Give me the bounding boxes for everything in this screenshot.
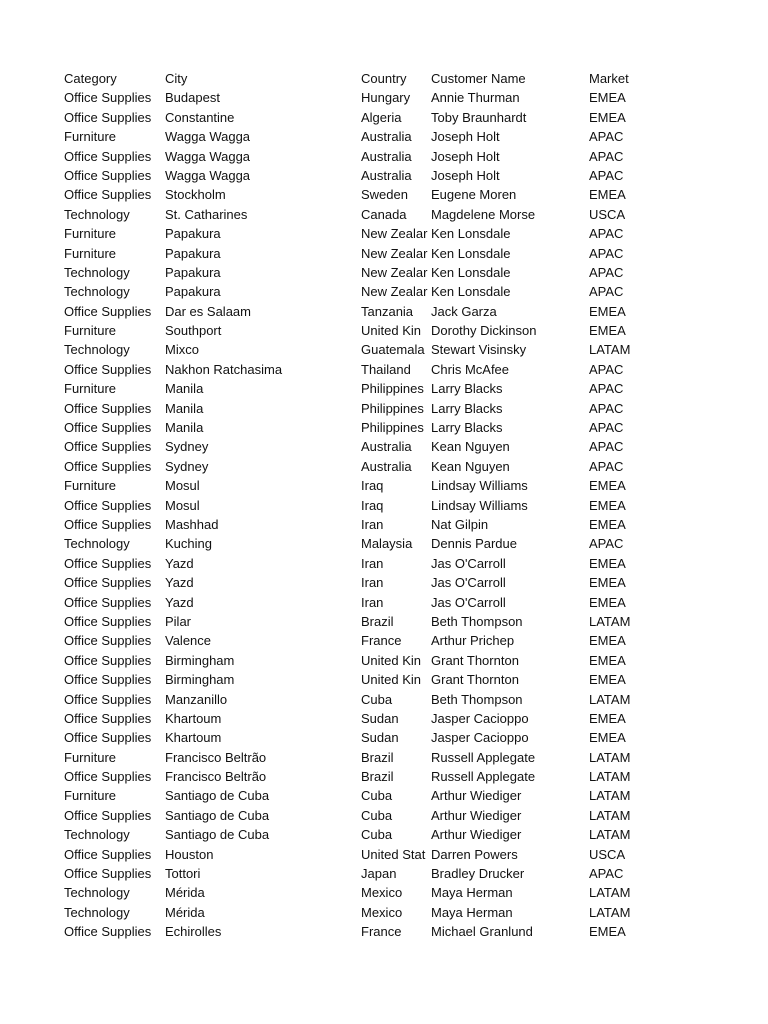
- cell-market: APAC: [589, 129, 624, 145]
- cell-country: New Zealar: [361, 226, 428, 242]
- header-country: Country: [361, 71, 407, 86]
- cell-customer-name: Jasper Cacioppo: [431, 710, 529, 726]
- cell-country: Iran: [361, 575, 384, 591]
- cell-city: Mosul: [165, 478, 200, 494]
- cell-customer-name: Larry Blacks: [431, 420, 503, 436]
- cell-country: Japan: [361, 866, 397, 882]
- cell-country: Australia: [361, 458, 412, 474]
- cell-category: Office Supplies: [64, 439, 152, 455]
- cell-category: Office Supplies: [64, 361, 152, 377]
- cell-city: Mosul: [165, 497, 200, 513]
- cell-market: EMEA: [589, 594, 626, 610]
- cell-customer-name: Grant Thornton: [431, 672, 519, 688]
- cell-category: Office Supplies: [64, 866, 152, 882]
- cell-city: Mérida: [165, 904, 205, 920]
- cell-market: LATAM: [589, 904, 631, 920]
- cell-market: EMEA: [589, 672, 626, 688]
- cell-city: Yazd: [165, 555, 194, 571]
- cell-country: Mexico: [361, 904, 403, 920]
- cell-market: EMEA: [589, 633, 626, 649]
- cell-city: Tottori: [165, 866, 201, 882]
- cell-category: Office Supplies: [64, 710, 152, 726]
- cell-market: EMEA: [589, 555, 626, 571]
- cell-category: Office Supplies: [64, 594, 152, 610]
- cell-customer-name: Jas O'Carroll: [431, 575, 506, 591]
- cell-city: Birmingham: [165, 652, 235, 668]
- cell-category: Office Supplies: [64, 846, 152, 862]
- cell-market: LATAM: [589, 827, 631, 843]
- cell-category: Office Supplies: [64, 400, 152, 416]
- header-city: City: [165, 71, 188, 86]
- cell-category: Technology: [64, 885, 130, 901]
- cell-category: Office Supplies: [64, 807, 152, 823]
- cell-city: Manila: [165, 381, 204, 397]
- cell-category: Furniture: [64, 245, 117, 261]
- cell-customer-name: Beth Thompson: [431, 691, 523, 707]
- cell-country: United Kin: [361, 672, 421, 688]
- cell-customer-name: Joseph Holt: [431, 167, 500, 183]
- cell-market: LATAM: [589, 342, 631, 358]
- cell-customer-name: Lindsay Williams: [431, 497, 528, 513]
- cell-country: Malaysia: [361, 536, 413, 552]
- cell-customer-name: Beth Thompson: [431, 613, 523, 629]
- cell-country: Cuba: [361, 788, 393, 804]
- cell-customer-name: Chris McAfee: [431, 361, 510, 377]
- cell-market: EMEA: [589, 497, 626, 513]
- cell-city: Kuching: [165, 536, 212, 552]
- cell-market: EMEA: [589, 323, 626, 339]
- cell-customer-name: Darren Powers: [431, 846, 518, 862]
- cell-category: Office Supplies: [64, 90, 152, 106]
- cell-customer-name: Jack Garza: [431, 303, 497, 319]
- cell-category: Office Supplies: [64, 575, 152, 591]
- cell-country: Iran: [361, 594, 384, 610]
- cell-country: Cuba: [361, 691, 393, 707]
- cell-market: EMEA: [589, 516, 626, 532]
- cell-city: St. Catharines: [165, 206, 248, 222]
- cell-customer-name: Arthur Prichep: [431, 633, 515, 649]
- cell-category: Furniture: [64, 749, 117, 765]
- cell-customer-name: Toby Braunhardt: [431, 109, 527, 125]
- cell-country: Australia: [361, 439, 412, 455]
- cell-customer-name: Magdelene Morse: [431, 206, 536, 222]
- cell-customer-name: Lindsay Williams: [431, 478, 528, 494]
- cell-country: Tanzania: [361, 303, 414, 319]
- cell-country: New Zealar: [361, 264, 428, 280]
- cell-country: Sudan: [361, 710, 399, 726]
- cell-city: Khartoum: [165, 730, 222, 746]
- cell-city: Houston: [165, 846, 214, 862]
- cell-city: Dar es Salaam: [165, 303, 251, 319]
- cell-market: EMEA: [589, 478, 626, 494]
- cell-market: APAC: [589, 866, 624, 882]
- cell-market: USCA: [589, 206, 626, 222]
- cell-country: Sudan: [361, 730, 399, 746]
- cell-city: Southport: [165, 323, 222, 339]
- cell-country: Brazil: [361, 749, 394, 765]
- cell-country: United Kin: [361, 652, 421, 668]
- cell-market: EMEA: [589, 90, 626, 106]
- cell-city: Wagga Wagga: [165, 148, 251, 164]
- cell-market: APAC: [589, 245, 624, 261]
- cell-customer-name: Larry Blacks: [431, 381, 503, 397]
- cell-market: APAC: [589, 400, 624, 416]
- cell-city: Valence: [165, 633, 212, 649]
- cell-customer-name: Larry Blacks: [431, 400, 503, 416]
- cell-customer-name: Annie Thurman: [431, 90, 520, 106]
- cell-city: Papakura: [165, 284, 221, 300]
- cell-city: Manila: [165, 400, 204, 416]
- cell-customer-name: Jasper Cacioppo: [431, 730, 529, 746]
- cell-category: Office Supplies: [64, 691, 152, 707]
- cell-city: Sydney: [165, 439, 209, 455]
- cell-city: Manzanillo: [165, 691, 228, 707]
- cell-market: APAC: [589, 361, 624, 377]
- cell-customer-name: Nat Gilpin: [431, 516, 489, 532]
- cell-city: Wagga Wagga: [165, 167, 251, 183]
- cell-category: Technology: [64, 206, 130, 222]
- cell-city: Wagga Wagga: [165, 129, 251, 145]
- cell-customer-name: Ken Lonsdale: [431, 284, 511, 300]
- cell-city: Santiago de Cuba: [165, 788, 270, 804]
- cell-customer-name: Stewart Visinsky: [431, 342, 527, 358]
- cell-country: New Zealar: [361, 245, 428, 261]
- cell-country: Iraq: [361, 478, 384, 494]
- cell-country: United Stat: [361, 846, 426, 862]
- cell-country: Iran: [361, 516, 384, 532]
- cell-customer-name: Maya Herman: [431, 885, 513, 901]
- cell-city: Santiago de Cuba: [165, 807, 270, 823]
- cell-category: Office Supplies: [64, 109, 152, 125]
- cell-category: Office Supplies: [64, 458, 152, 474]
- cell-country: Canada: [361, 206, 407, 222]
- cell-city: Yazd: [165, 594, 194, 610]
- cell-country: Cuba: [361, 807, 393, 823]
- cell-customer-name: Dorothy Dickinson: [431, 323, 537, 339]
- cell-country: New Zealar: [361, 284, 428, 300]
- cell-market: APAC: [589, 381, 624, 397]
- cell-city: Francisco Beltrão: [165, 769, 267, 785]
- cell-category: Office Supplies: [64, 148, 152, 164]
- cell-customer-name: Eugene Moren: [431, 187, 517, 203]
- cell-city: Birmingham: [165, 672, 235, 688]
- cell-country: Philippines: [361, 420, 424, 436]
- cell-category: Technology: [64, 536, 130, 552]
- cell-country: Iraq: [361, 497, 384, 513]
- cell-city: Mérida: [165, 885, 205, 901]
- cell-city: Papakura: [165, 264, 221, 280]
- cell-category: Technology: [64, 284, 130, 300]
- cell-category: Office Supplies: [64, 303, 152, 319]
- cell-market: LATAM: [589, 769, 631, 785]
- cell-market: EMEA: [589, 303, 626, 319]
- cell-country: Iran: [361, 555, 384, 571]
- cell-category: Technology: [64, 342, 130, 358]
- cell-city: Budapest: [165, 90, 220, 106]
- cell-customer-name: Arthur Wiediger: [431, 788, 522, 804]
- cell-category: Office Supplies: [64, 633, 152, 649]
- cell-customer-name: Michael Granlund: [431, 924, 533, 940]
- cell-customer-name: Russell Applegate: [431, 769, 536, 785]
- cell-country: France: [361, 633, 402, 649]
- cell-category: Furniture: [64, 788, 117, 804]
- cell-category: Technology: [64, 904, 130, 920]
- cell-city: Mashhad: [165, 516, 219, 532]
- cell-category: Office Supplies: [64, 613, 152, 629]
- cell-market: EMEA: [589, 924, 626, 940]
- cell-market: EMEA: [589, 730, 626, 746]
- cell-country: Mexico: [361, 885, 403, 901]
- cell-country: Algeria: [361, 109, 402, 125]
- cell-country: Philippines: [361, 400, 424, 416]
- cell-city: Nakhon Ratchasima: [165, 361, 283, 377]
- cell-customer-name: Kean Nguyen: [431, 439, 510, 455]
- cell-customer-name: Joseph Holt: [431, 129, 500, 145]
- cell-market: APAC: [589, 167, 624, 183]
- cell-country: France: [361, 924, 402, 940]
- cell-category: Technology: [64, 827, 130, 843]
- cell-city: Manila: [165, 420, 204, 436]
- cell-market: LATAM: [589, 691, 631, 707]
- cell-category: Office Supplies: [64, 672, 152, 688]
- cell-country: Brazil: [361, 613, 394, 629]
- cell-market: LATAM: [589, 885, 631, 901]
- cell-customer-name: Russell Applegate: [431, 749, 536, 765]
- cell-market: EMEA: [589, 652, 626, 668]
- cell-category: Furniture: [64, 381, 117, 397]
- cell-market: EMEA: [589, 109, 626, 125]
- cell-customer-name: Jas O'Carroll: [431, 555, 506, 571]
- cell-city: Yazd: [165, 575, 194, 591]
- cell-country: United Kin: [361, 323, 421, 339]
- cell-country: Australia: [361, 167, 412, 183]
- cell-country: Thailand: [361, 361, 411, 377]
- cell-market: LATAM: [589, 613, 631, 629]
- cell-market: USCA: [589, 846, 626, 862]
- cell-customer-name: Jas O'Carroll: [431, 594, 506, 610]
- cell-customer-name: Grant Thornton: [431, 652, 519, 668]
- cell-market: APAC: [589, 536, 624, 552]
- cell-market: EMEA: [589, 710, 626, 726]
- cell-city: Stockholm: [165, 187, 226, 203]
- cell-market: LATAM: [589, 749, 631, 765]
- cell-category: Office Supplies: [64, 167, 152, 183]
- cell-category: Technology: [64, 264, 130, 280]
- cell-market: LATAM: [589, 807, 631, 823]
- cell-category: Office Supplies: [64, 420, 152, 436]
- cell-city: Pilar: [165, 613, 192, 629]
- cell-customer-name: Arthur Wiediger: [431, 807, 522, 823]
- cell-market: APAC: [589, 420, 624, 436]
- cell-country: Hungary: [361, 90, 411, 106]
- cell-customer-name: Kean Nguyen: [431, 458, 510, 474]
- cell-category: Furniture: [64, 323, 117, 339]
- cell-market: LATAM: [589, 788, 631, 804]
- cell-category: Office Supplies: [64, 555, 152, 571]
- header-customer-name: Customer Name: [431, 71, 526, 86]
- cell-category: Office Supplies: [64, 516, 152, 532]
- cell-market: EMEA: [589, 575, 626, 591]
- cell-country: Brazil: [361, 769, 394, 785]
- cell-country: Australia: [361, 129, 412, 145]
- cell-market: APAC: [589, 439, 624, 455]
- cell-category: Office Supplies: [64, 652, 152, 668]
- cell-city: Mixco: [165, 342, 199, 358]
- cell-city: Santiago de Cuba: [165, 827, 270, 843]
- cell-market: APAC: [589, 148, 624, 164]
- cell-customer-name: Dennis Pardue: [431, 536, 517, 552]
- cell-customer-name: Bradley Drucker: [431, 866, 525, 882]
- cell-country: Sweden: [361, 187, 408, 203]
- cell-category: Office Supplies: [64, 187, 152, 203]
- cell-city: Sydney: [165, 458, 209, 474]
- cell-city: Papakura: [165, 226, 221, 242]
- cell-country: Philippines: [361, 381, 424, 397]
- cell-customer-name: Ken Lonsdale: [431, 264, 511, 280]
- cell-category: Office Supplies: [64, 730, 152, 746]
- cell-market: APAC: [589, 264, 624, 280]
- header-market: Market: [589, 71, 629, 86]
- cell-market: APAC: [589, 458, 624, 474]
- cell-city: Khartoum: [165, 710, 222, 726]
- cell-category: Office Supplies: [64, 497, 152, 513]
- cell-category: Office Supplies: [64, 769, 152, 785]
- cell-market: APAC: [589, 226, 624, 242]
- header-category: Category: [64, 71, 117, 86]
- cell-customer-name: Ken Lonsdale: [431, 226, 511, 242]
- cell-city: Francisco Beltrão: [165, 749, 267, 765]
- cell-market: APAC: [589, 284, 624, 300]
- cell-market: EMEA: [589, 187, 626, 203]
- cell-category: Office Supplies: [64, 924, 152, 940]
- cell-city: Papakura: [165, 245, 221, 261]
- cell-customer-name: Ken Lonsdale: [431, 245, 511, 261]
- cell-country: Australia: [361, 148, 412, 164]
- cell-customer-name: Arthur Wiediger: [431, 827, 522, 843]
- cell-country: Cuba: [361, 827, 393, 843]
- cell-country: Guatemala: [361, 342, 425, 358]
- cell-category: Furniture: [64, 478, 117, 494]
- cell-category: Furniture: [64, 129, 117, 145]
- cell-category: Furniture: [64, 226, 117, 242]
- cell-city: Echirolles: [165, 924, 222, 940]
- cell-customer-name: Maya Herman: [431, 904, 513, 920]
- cell-customer-name: Joseph Holt: [431, 148, 500, 164]
- cell-city: Constantine: [165, 109, 235, 125]
